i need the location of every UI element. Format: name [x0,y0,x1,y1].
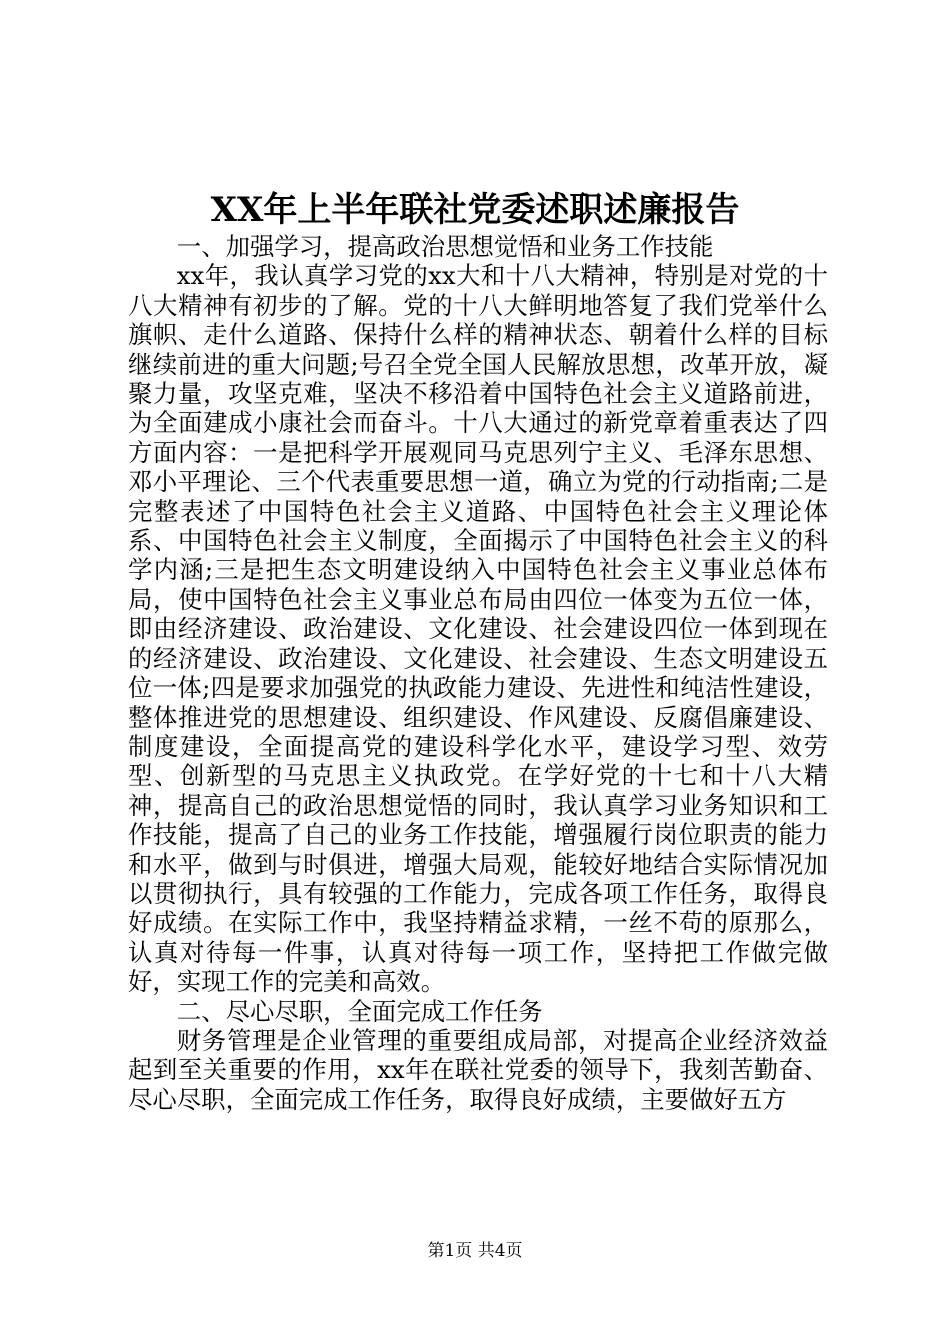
section-paragraph-1: xx年，我认真学习党的xx大和十八大精神，特别是对党的十八大精神有初步的了解。党的十八大鲜明地答复了我们党举什么旗帜、走什么道路、保持什么样的精神状态、朝着什么样的目标继续前进的重大问题;号召全党全国人民解放思想，改革开放，凝聚力量，攻坚克难，坚决不移沿着中国特色社会主义道路前进，为全面建成小康社会而奋斗。十八大通过的新党章着重表达了四方面内容：一是把科学开展观同马克思列宁主义、毛泽东思想、邓小平理论、三个代表重要思想一道，确立为党的行动指南;二是完整表述了中国特色社会主义道路、中国特色社会主义理论体系、中国特色社会主义制度，全面揭示了中国特色社会主义的科学内涵;三是把生态文明建设纳入中国特色社会主义事业总体布局，使中国特色社会主义事业总布局由四位一体变为五位一体，即由经济建设、政治建设、文化建设、社会建设四位一体到现在的经济建设、政治建设、文化建设、社会建设、生态文明建设五位一体;四是要求加强党的执政能力建设、先进性和纯洁性建设，整体推进党的思想建设、组织建设、作风建设、反腐倡廉建设、制度建设，全面提高党的建设科学化水平，建设学习型、效劳型、创新型的马克思主义执政党。在学好党的十七和十八大精神，提高自己的政治思想觉悟的同时，我认真学习业务知识和工作技能，提高了自己的业务工作技能，增强履行岗位职责的能力和水平，做到与时俱进，增强大局观，能较好地结合实际情况加以贯彻执行，具有较强的工作能力，完成各项工作任务，取得良好成绩。在实际工作中，我坚持精益求精，一丝不苟的原那么，认真对待每一件事，认真对待每一项工作，坚持把工作做完做好，实现工作的完美和高效。 [128,261,828,997]
document-title: XX年上半年联社党委述职述廉报告 [210,190,740,230]
page-number-footer: 第1页 共4页 [427,1241,523,1261]
section-paragraph-2: 财务管理是企业管理的重要组成局部，对提高企业经济效益起到至关重要的作用，xx年在联社党委的领导下，我刻苦勤奋、尽心尽职，全面完成工作任务，取得良好成绩，主要做好五方 [128,1025,828,1114]
section-heading-2: 二、尽心尽职，全面完成工作任务 [176,996,543,1026]
section-heading-1: 一、加强学习，提高政治思想觉悟和业务工作技能 [176,232,714,261]
document-body [128,232,828,1114]
